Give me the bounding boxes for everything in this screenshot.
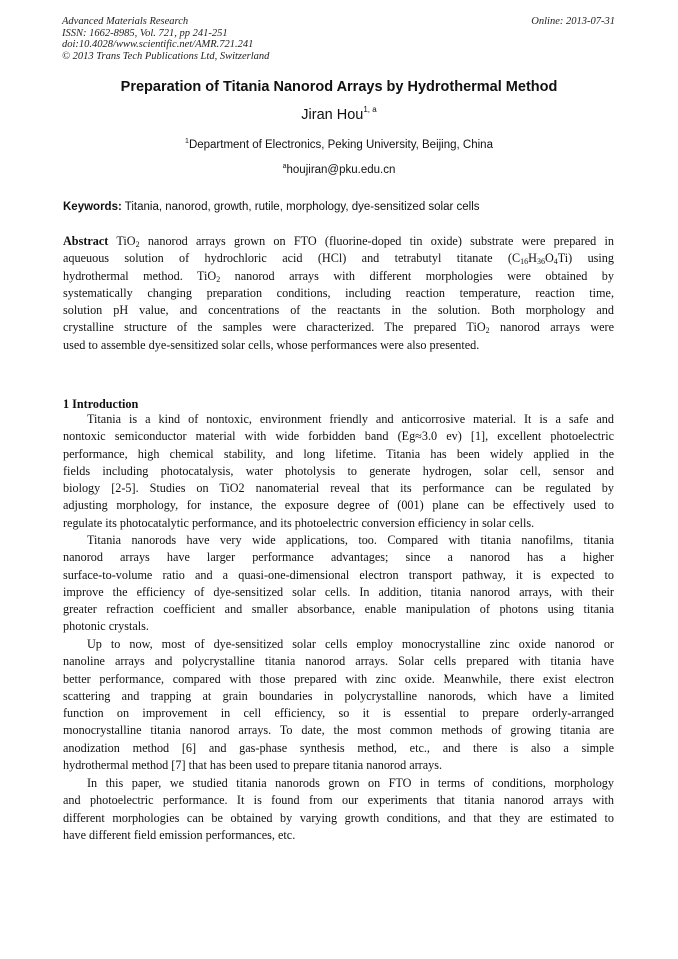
- paragraph-line: regulate its photocatalytic performance, and its photoelectric conversion efficiency in solar cells.: [63, 515, 535, 530]
- email-superscript: a: [282, 163, 287, 170]
- paragraph-line: function on improvement in cell efficiency, so it is essential to prepare orderly-arranged: [63, 706, 614, 721]
- abstract-line: solution pH value, and concentrations of the reactants in the solution. Both morphology and: [63, 303, 614, 318]
- keywords-text: Titania, nanorod, growth, rutile, morphology, dye-sensitized solar cells: [121, 201, 480, 213]
- affiliation-text: Department of Electronics, Peking University, Beijing, China: [188, 139, 493, 151]
- abstract-paragraph: [63, 233, 614, 354]
- abstract-line: hydrothermal method. TiO$_2$ nanorod arrays with different morphologies were obtained by: [63, 268, 614, 284]
- doi-line[interactable]: doi:10.4028/www.scientific.net/AMR.721.241: [62, 39, 254, 50]
- paragraph-line: photonic crystals.: [63, 619, 149, 634]
- paragraph-line: performance, high chemical stability, and long lifetime. Titania has been widely applied in the: [63, 446, 614, 461]
- email-link[interactable]: houjiran@pku.edu.cn: [286, 164, 396, 176]
- intro-paragraph-4: [63, 775, 614, 844]
- intro-paragraph-3: [63, 636, 614, 774]
- section-heading: 1 Introduction: [63, 397, 139, 411]
- paragraph-line: scattering and trapping at grain boundaries in polycrystalline nanorods, which have a limited: [63, 688, 614, 703]
- paragraph-line: biology [2-5]. Studies on TiO2 nanomaterial reveal that its performance can be regulated by: [63, 481, 614, 496]
- copyright-line: © 2013 Trans Tech Publications Ltd, Switzerland: [62, 50, 270, 62]
- intro-paragraph-2: [63, 532, 614, 636]
- issn-line: ISSN: 1662-8985, Vol. 721, pp 241-251: [62, 27, 228, 39]
- author-superscript: 1, a: [363, 105, 377, 114]
- paragraph-line: nanorod arrays have larger performance advantages; since a nanorod has a higher: [63, 550, 614, 565]
- abstract-line: aqueuous solution of hydrochloric acid (HCl) and tetrabutyl titanate $(C_{16}H_{36}O_4Ti)$ using: [63, 251, 614, 267]
- paragraph-line: greater refraction coefficient and smaller absorbance, enable manipulation of photons using titania: [63, 602, 614, 617]
- paragraph-line: have different field emission performances, etc.: [63, 827, 296, 842]
- author-name: Jiran Hou: [301, 107, 364, 123]
- journal-name: Advanced Materials Research: [62, 16, 189, 27]
- paragraph-line: different morphologies can be obtained by varying growth conditions, and that they are estimated to: [63, 810, 614, 825]
- abstract-line: used to assemble dye-sensitized solar cells, whose performances were also presented.: [63, 337, 480, 352]
- paragraph-line: In this paper, we studied titania nanorods grown on FTO in terms of conditions, morphology: [87, 776, 614, 790]
- paragraph-line: adjusting morphology, for instance, the exposure degree of (001) plane can be effectively used to: [63, 498, 614, 513]
- paragraph-line: and photoelectric performance. It is found from our experiments that titania nanorod arrays with: [63, 793, 614, 808]
- paragraph-line: improve the efficiency of dye-sensitized solar cells. In addition, titania nanorod arrays, with their: [63, 584, 614, 599]
- paragraph-line: anodization method [6] and gas-phase synthesis method, etc., and there is also a simple: [63, 740, 614, 755]
- paragraph-line: nontoxic semiconductor material with wide forbidden band (Eg≈3.0 ev) [1], excellent photoelectric: [63, 429, 614, 444]
- paragraph-line: Up to now, most of dye-sensitized solar cells employ monocrystalline zinc oxide nanorod or: [87, 637, 614, 651]
- abstract-line: Abstract TiO$_2$ nanorod arrays grown on FTO (fluorine-doped tin oxide) substrate were prepared in: [63, 234, 614, 249]
- paragraph-line: hydrothermal method [7] that has been used to prepare titania nanorod arrays.: [63, 758, 443, 773]
- affiliation-superscript: 1: [185, 138, 189, 145]
- paragraph-line: Titania nanorods have very wide applications, too. Compared with titania nanofilms, titania: [87, 533, 614, 547]
- paragraph-line: Titania is a kind of nontoxic, environment friendly and anticorrosive material. It is a safe and: [87, 412, 614, 426]
- online-date: Online: 2013-07-31: [531, 16, 615, 27]
- paragraph-line: surface-to-volume ratio and a quasi-one-dimensional electron transport pathway, it is expected to: [63, 567, 614, 582]
- abstract-line: crystalline structure of the samples were characterized. The prepared TiO$_2$ nanorod arrays were: [63, 320, 615, 336]
- intro-paragraph-1: [63, 411, 614, 532]
- keywords: [63, 201, 480, 213]
- abstract-line: systematically changing preparation conditions, including reaction temperature, reaction time,: [63, 285, 614, 300]
- affiliation: [40, 139, 638, 151]
- journal-metadata: [62, 16, 269, 62]
- author-line: [40, 107, 638, 123]
- abstract-label: Abstract: [63, 234, 109, 248]
- paper-title: Preparation of Titania Nanorod Arrays by Hydrothermal Method: [120, 79, 558, 95]
- keywords-label: Keywords:: [63, 201, 122, 213]
- author-email: [40, 164, 638, 176]
- paragraph-line: fields including photocatalysis, water photolysis to generate hydrogen, solar cell, sensor and: [63, 463, 614, 478]
- paragraph-line: monocrystalline titania nanorod arrays. To date, the most common methods of growing titania are: [63, 723, 614, 738]
- paragraph-line: better performance, compared with those prepared with zinc oxide. Meanwhile, there exist electron: [63, 671, 614, 686]
- paragraph-line: nanoline arrays and polycrystalline titania nanorod arrays. Solar cells prepared with titania have: [63, 654, 614, 669]
